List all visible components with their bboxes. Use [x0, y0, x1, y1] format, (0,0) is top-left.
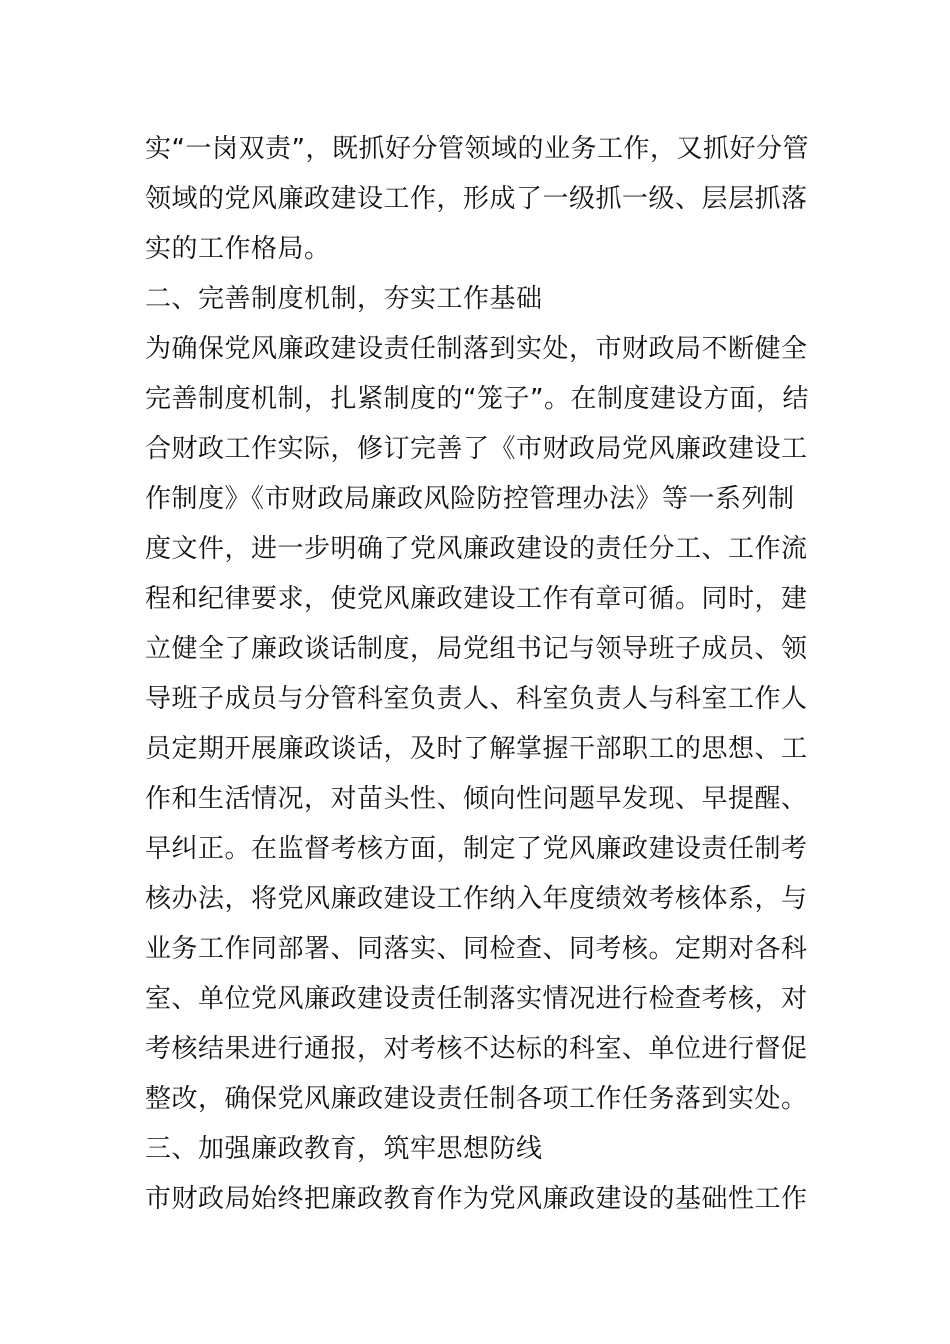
text-line: 导班子成员与分管科室负责人、科室负责人与科室工作人	[145, 684, 808, 714]
section-heading: 三、加强廉政教育，筑牢思想防线	[145, 1134, 543, 1164]
text-line: 领域的党风廉政建设工作，形成了一级抓一级、层层抓落	[145, 184, 808, 214]
text-line: 作和生活情况，对苗头性、倾向性问题早发现、早提醒、	[145, 784, 808, 814]
text-line: 考核结果进行通报，对考核不达标的科室、单位进行督促	[145, 1034, 808, 1064]
text-line: 立健全了廉政谈话制度，局党组书记与领导班子成员、领	[145, 634, 808, 664]
text-line: 度文件，进一步明确了党风廉政建设的责任分工、工作流	[145, 534, 808, 564]
text-line: 作制度》《市财政局廉政风险防控管理办法》等一系列制	[145, 484, 795, 514]
text-line: 市财政局始终把廉政教育作为党风廉政建设的基础性工作	[145, 1184, 808, 1214]
text-line: 合财政工作实际，修订完善了《市财政局党风廉政建设工	[145, 434, 808, 464]
text-line: 完善制度机制，扎紧制度的“笼子”。在制度建设方面，结	[145, 384, 809, 414]
text-line: 实“一岗双责”，既抓好分管领域的业务工作，又抓好分管	[145, 134, 809, 164]
text-line: 业务工作同部署、同落实、同检查、同考核。定期对各科	[145, 934, 808, 964]
text-line: 核办法，将党风廉政建设工作纳入年度绩效考核体系，与	[145, 884, 808, 914]
text-line: 整改，确保党风廉政建设责任制各项工作任务落到实处。	[145, 1084, 808, 1114]
text-line: 员定期开展廉政谈话，及时了解掌握干部职工的思想、工	[145, 734, 808, 764]
text-line: 为确保党风廉政建设责任制落到实处，市财政局不断健全	[145, 334, 808, 364]
text-line: 早纠正。在监督考核方面，制定了党风廉政建设责任制考	[145, 834, 808, 864]
text-line: 程和纪律要求，使党风廉政建设工作有章可循。同时，建	[145, 584, 808, 614]
section-heading: 二、完善制度机制，夯实工作基础	[145, 284, 543, 314]
text-line: 室、单位党风廉政建设责任制落实情况进行检查考核，对	[145, 984, 808, 1014]
text-line: 实的工作格局。	[145, 234, 331, 264]
